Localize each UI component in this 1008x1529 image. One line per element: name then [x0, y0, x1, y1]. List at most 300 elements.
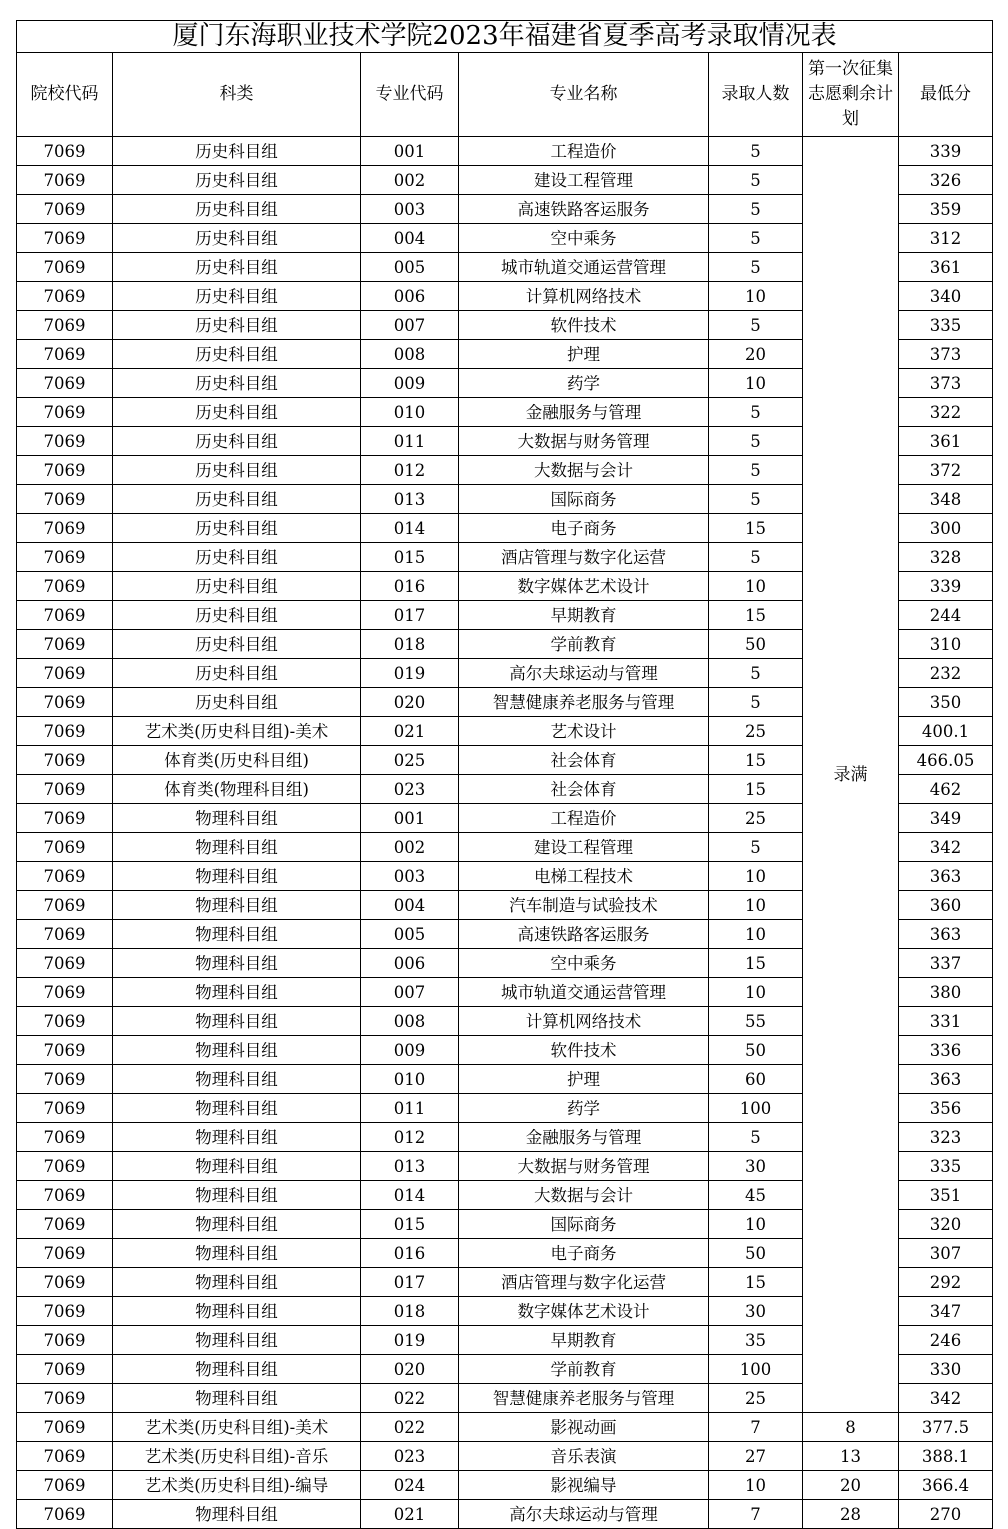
cell-major-code: 019: [361, 659, 459, 688]
cell-school-code: 7069: [17, 1181, 113, 1210]
cell-min-score: 347: [899, 1297, 993, 1326]
cell-min-score: 307: [899, 1239, 993, 1268]
cell-min-score: 339: [899, 572, 993, 601]
cell-min-score: 322: [899, 398, 993, 427]
cell-min-score: 244: [899, 601, 993, 630]
cell-admitted: 5: [709, 311, 803, 340]
cell-admitted: 5: [709, 137, 803, 166]
cell-major-code: 002: [361, 166, 459, 195]
header-row: [17, 53, 993, 137]
cell-school-code: 7069: [17, 804, 113, 833]
cell-school-code: 7069: [17, 369, 113, 398]
cell-school-code: 7069: [17, 1123, 113, 1152]
cell-category: 历史科目组: [113, 688, 361, 717]
cell-school-code: 7069: [17, 456, 113, 485]
cell-min-score: 339: [899, 137, 993, 166]
cell-admitted: 5: [709, 427, 803, 456]
cell-major-code: 006: [361, 949, 459, 978]
cell-school-code: 7069: [17, 1442, 113, 1471]
table-row: [17, 1413, 993, 1442]
cell-min-score: 246: [899, 1326, 993, 1355]
cell-min-score: 380: [899, 978, 993, 1007]
cell-min-score: 328: [899, 543, 993, 572]
cell-major-code: 011: [361, 427, 459, 456]
cell-major-code: 016: [361, 572, 459, 601]
cell-major-name: 学前教育: [459, 630, 709, 659]
cell-major-name: 国际商务: [459, 485, 709, 514]
cell-remaining-plan: 8: [803, 1413, 899, 1442]
cell-admitted: 30: [709, 1297, 803, 1326]
cell-school-code: 7069: [17, 1384, 113, 1413]
cell-category: 历史科目组: [113, 514, 361, 543]
cell-admitted: 10: [709, 1471, 803, 1500]
cell-admitted: 7: [709, 1413, 803, 1442]
cell-major-code: 010: [361, 1065, 459, 1094]
cell-major-code: 020: [361, 688, 459, 717]
cell-major-name: 社会体育: [459, 775, 709, 804]
cell-major-code: 009: [361, 369, 459, 398]
header-category: 科类: [113, 53, 361, 137]
cell-admitted: 10: [709, 282, 803, 311]
cell-major-name: 大数据与财务管理: [459, 427, 709, 456]
cell-major-name: 药学: [459, 369, 709, 398]
cell-major-code: 018: [361, 630, 459, 659]
cell-min-score: 349: [899, 804, 993, 833]
cell-admitted: 27: [709, 1442, 803, 1471]
cell-category: 历史科目组: [113, 398, 361, 427]
cell-min-score: 270: [899, 1500, 993, 1529]
cell-remaining-plan: 28: [803, 1500, 899, 1529]
cell-admitted: 10: [709, 920, 803, 949]
cell-min-score: 330: [899, 1355, 993, 1384]
cell-admitted: 25: [709, 717, 803, 746]
cell-major-code: 023: [361, 775, 459, 804]
cell-remaining-plan: 13: [803, 1442, 899, 1471]
cell-major-code: 003: [361, 862, 459, 891]
cell-min-score: 388.1: [899, 1442, 993, 1471]
cell-major-name: 工程造价: [459, 137, 709, 166]
cell-major-name: 社会体育: [459, 746, 709, 775]
cell-school-code: 7069: [17, 1210, 113, 1239]
table-row: [17, 1471, 993, 1500]
cell-admitted: 25: [709, 1384, 803, 1413]
header-min-score: 最低分: [899, 53, 993, 137]
cell-major-code: 013: [361, 485, 459, 514]
cell-major-code: 021: [361, 1500, 459, 1529]
cell-school-code: 7069: [17, 1065, 113, 1094]
header-major-code: 专业代码: [361, 53, 459, 137]
cell-min-score: 312: [899, 224, 993, 253]
cell-major-name: 大数据与财务管理: [459, 1152, 709, 1181]
cell-major-code: 006: [361, 282, 459, 311]
cell-category: 物理科目组: [113, 1181, 361, 1210]
cell-school-code: 7069: [17, 630, 113, 659]
cell-min-score: 335: [899, 311, 993, 340]
cell-admitted: 50: [709, 630, 803, 659]
cell-admitted: 5: [709, 456, 803, 485]
cell-min-score: 363: [899, 862, 993, 891]
cell-major-name: 影视动画: [459, 1413, 709, 1442]
cell-category: 物理科目组: [113, 1065, 361, 1094]
cell-category: 物理科目组: [113, 1326, 361, 1355]
cell-school-code: 7069: [17, 1326, 113, 1355]
cell-admitted: 5: [709, 659, 803, 688]
cell-major-code: 024: [361, 1471, 459, 1500]
cell-school-code: 7069: [17, 833, 113, 862]
admission-table: [16, 20, 993, 1529]
cell-category: 体育类(历史科目组): [113, 746, 361, 775]
cell-school-code: 7069: [17, 775, 113, 804]
table-title: 厦门东海职业技术学院2023年福建省夏季高考录取情况表: [17, 21, 993, 53]
cell-major-name: 数字媒体艺术设计: [459, 1297, 709, 1326]
cell-major-name: 音乐表演: [459, 1442, 709, 1471]
cell-min-score: 372: [899, 456, 993, 485]
cell-major-name: 酒店管理与数字化运营: [459, 543, 709, 572]
cell-min-score: 342: [899, 1384, 993, 1413]
cell-admitted: 5: [709, 253, 803, 282]
cell-major-code: 020: [361, 1355, 459, 1384]
cell-category: 艺术类(历史科目组)-美术: [113, 1413, 361, 1442]
cell-category: 艺术类(历史科目组)-音乐: [113, 1442, 361, 1471]
cell-school-code: 7069: [17, 1355, 113, 1384]
cell-category: 物理科目组: [113, 862, 361, 891]
cell-category: 物理科目组: [113, 1297, 361, 1326]
cell-category: 物理科目组: [113, 1036, 361, 1065]
cell-category: 物理科目组: [113, 1355, 361, 1384]
cell-major-name: 建设工程管理: [459, 166, 709, 195]
cell-major-name: 高速铁路客运服务: [459, 920, 709, 949]
cell-major-code: 005: [361, 253, 459, 282]
cell-min-score: 342: [899, 833, 993, 862]
cell-major-name: 学前教育: [459, 1355, 709, 1384]
cell-major-name: 护理: [459, 340, 709, 369]
cell-admitted: 5: [709, 688, 803, 717]
cell-major-name: 计算机网络技术: [459, 282, 709, 311]
cell-min-score: 361: [899, 427, 993, 456]
cell-major-code: 007: [361, 311, 459, 340]
cell-min-score: 363: [899, 1065, 993, 1094]
cell-school-code: 7069: [17, 862, 113, 891]
cell-major-name: 早期教育: [459, 601, 709, 630]
cell-admitted: 25: [709, 804, 803, 833]
cell-admitted: 5: [709, 166, 803, 195]
cell-major-code: 002: [361, 833, 459, 862]
cell-min-score: 335: [899, 1152, 993, 1181]
cell-category: 物理科目组: [113, 1268, 361, 1297]
cell-major-code: 007: [361, 978, 459, 1007]
cell-school-code: 7069: [17, 1297, 113, 1326]
cell-admitted: 45: [709, 1181, 803, 1210]
cell-category: 艺术类(历史科目组)-美术: [113, 717, 361, 746]
cell-admitted: 55: [709, 1007, 803, 1036]
cell-major-name: 软件技术: [459, 311, 709, 340]
cell-school-code: 7069: [17, 891, 113, 920]
table-row: [17, 1442, 993, 1471]
cell-major-name: 空中乘务: [459, 224, 709, 253]
cell-remaining-plan: 20: [803, 1471, 899, 1500]
cell-min-score: 310: [899, 630, 993, 659]
cell-major-code: 021: [361, 717, 459, 746]
cell-admitted: 100: [709, 1355, 803, 1384]
cell-major-name: 工程造价: [459, 804, 709, 833]
cell-admitted: 5: [709, 485, 803, 514]
cell-admitted: 5: [709, 195, 803, 224]
table-row: [17, 137, 993, 166]
cell-major-name: 电子商务: [459, 514, 709, 543]
cell-category: 历史科目组: [113, 282, 361, 311]
cell-min-score: 373: [899, 369, 993, 398]
cell-major-code: 003: [361, 195, 459, 224]
cell-major-name: 城市轨道交通运营管理: [459, 978, 709, 1007]
cell-admitted: 15: [709, 1268, 803, 1297]
cell-school-code: 7069: [17, 1007, 113, 1036]
table-body: [17, 137, 993, 1529]
cell-major-code: 008: [361, 1007, 459, 1036]
cell-category: 历史科目组: [113, 166, 361, 195]
cell-min-score: 356: [899, 1094, 993, 1123]
cell-school-code: 7069: [17, 137, 113, 166]
cell-major-name: 城市轨道交通运营管理: [459, 253, 709, 282]
cell-school-code: 7069: [17, 1152, 113, 1181]
cell-admitted: 50: [709, 1239, 803, 1268]
header-school-code: 院校代码: [17, 53, 113, 137]
header-remaining-plan: 第一次征集志愿剩余计划: [803, 53, 899, 137]
cell-admitted: 15: [709, 514, 803, 543]
cell-admitted: 20: [709, 340, 803, 369]
cell-category: 物理科目组: [113, 1094, 361, 1123]
cell-major-code: 022: [361, 1384, 459, 1413]
cell-school-code: 7069: [17, 398, 113, 427]
cell-major-code: 005: [361, 920, 459, 949]
cell-school-code: 7069: [17, 659, 113, 688]
cell-major-name: 智慧健康养老服务与管理: [459, 1384, 709, 1413]
cell-min-score: 326: [899, 166, 993, 195]
cell-school-code: 7069: [17, 195, 113, 224]
cell-school-code: 7069: [17, 1036, 113, 1065]
cell-category: 历史科目组: [113, 543, 361, 572]
cell-category: 历史科目组: [113, 630, 361, 659]
cell-category: 物理科目组: [113, 949, 361, 978]
cell-admitted: 7: [709, 1500, 803, 1529]
cell-major-name: 大数据与会计: [459, 1181, 709, 1210]
cell-major-code: 004: [361, 891, 459, 920]
cell-category: 物理科目组: [113, 1152, 361, 1181]
cell-min-score: 360: [899, 891, 993, 920]
cell-admitted: 10: [709, 572, 803, 601]
cell-min-score: 361: [899, 253, 993, 282]
cell-admitted: 5: [709, 833, 803, 862]
cell-major-name: 金融服务与管理: [459, 1123, 709, 1152]
cell-school-code: 7069: [17, 224, 113, 253]
cell-major-code: 011: [361, 1094, 459, 1123]
cell-min-score: 462: [899, 775, 993, 804]
cell-major-code: 015: [361, 1210, 459, 1239]
header-admitted: 录取人数: [709, 53, 803, 137]
cell-category: 物理科目组: [113, 1007, 361, 1036]
cell-school-code: 7069: [17, 166, 113, 195]
cell-major-name: 数字媒体艺术设计: [459, 572, 709, 601]
cell-category: 历史科目组: [113, 456, 361, 485]
cell-school-code: 7069: [17, 688, 113, 717]
cell-min-score: 337: [899, 949, 993, 978]
cell-school-code: 7069: [17, 1413, 113, 1442]
cell-category: 历史科目组: [113, 253, 361, 282]
cell-major-name: 影视编导: [459, 1471, 709, 1500]
cell-school-code: 7069: [17, 949, 113, 978]
cell-school-code: 7069: [17, 717, 113, 746]
cell-major-code: 001: [361, 804, 459, 833]
cell-school-code: 7069: [17, 340, 113, 369]
cell-school-code: 7069: [17, 514, 113, 543]
cell-min-score: 336: [899, 1036, 993, 1065]
cell-admitted: 30: [709, 1152, 803, 1181]
cell-major-name: 艺术设计: [459, 717, 709, 746]
cell-category: 艺术类(历史科目组)-编导: [113, 1471, 361, 1500]
cell-major-code: 009: [361, 1036, 459, 1065]
cell-major-name: 早期教育: [459, 1326, 709, 1355]
cell-category: 物理科目组: [113, 891, 361, 920]
cell-major-code: 001: [361, 137, 459, 166]
cell-admitted: 15: [709, 949, 803, 978]
cell-school-code: 7069: [17, 253, 113, 282]
cell-school-code: 7069: [17, 282, 113, 311]
cell-admitted: 15: [709, 775, 803, 804]
cell-major-name: 建设工程管理: [459, 833, 709, 862]
cell-school-code: 7069: [17, 427, 113, 456]
cell-major-code: 010: [361, 398, 459, 427]
cell-major-code: 017: [361, 601, 459, 630]
cell-major-code: 015: [361, 543, 459, 572]
cell-major-code: 019: [361, 1326, 459, 1355]
cell-school-code: 7069: [17, 572, 113, 601]
cell-category: 物理科目组: [113, 804, 361, 833]
cell-major-name: 高尔夫球运动与管理: [459, 659, 709, 688]
cell-min-score: 366.4: [899, 1471, 993, 1500]
cell-min-score: 340: [899, 282, 993, 311]
cell-school-code: 7069: [17, 485, 113, 514]
cell-min-score: 466.05: [899, 746, 993, 775]
cell-min-score: 323: [899, 1123, 993, 1152]
cell-category: 历史科目组: [113, 369, 361, 398]
cell-school-code: 7069: [17, 543, 113, 572]
cell-admitted: 5: [709, 224, 803, 253]
cell-admitted: 5: [709, 398, 803, 427]
cell-school-code: 7069: [17, 1471, 113, 1500]
cell-category: 历史科目组: [113, 427, 361, 456]
cell-category: 历史科目组: [113, 224, 361, 253]
cell-category: 物理科目组: [113, 1210, 361, 1239]
cell-school-code: 7069: [17, 920, 113, 949]
cell-category: 历史科目组: [113, 311, 361, 340]
cell-category: 物理科目组: [113, 833, 361, 862]
cell-major-name: 电梯工程技术: [459, 862, 709, 891]
cell-major-name: 高尔夫球运动与管理: [459, 1500, 709, 1529]
cell-major-code: 012: [361, 456, 459, 485]
cell-min-score: 400.1: [899, 717, 993, 746]
cell-major-code: 008: [361, 340, 459, 369]
cell-min-score: 232: [899, 659, 993, 688]
cell-min-score: 300: [899, 514, 993, 543]
cell-admitted: 60: [709, 1065, 803, 1094]
cell-major-code: 022: [361, 1413, 459, 1442]
cell-admitted: 10: [709, 891, 803, 920]
cell-major-name: 空中乘务: [459, 949, 709, 978]
cell-category: 物理科目组: [113, 1500, 361, 1529]
cell-min-score: 363: [899, 920, 993, 949]
cell-category: 物理科目组: [113, 1123, 361, 1152]
cell-major-code: 013: [361, 1152, 459, 1181]
cell-admitted: 15: [709, 601, 803, 630]
cell-min-score: 320: [899, 1210, 993, 1239]
cell-category: 历史科目组: [113, 659, 361, 688]
cell-major-code: 012: [361, 1123, 459, 1152]
cell-category: 物理科目组: [113, 978, 361, 1007]
cell-school-code: 7069: [17, 1268, 113, 1297]
cell-min-score: 359: [899, 195, 993, 224]
cell-category: 历史科目组: [113, 195, 361, 224]
cell-admitted: 50: [709, 1036, 803, 1065]
cell-admitted: 10: [709, 1210, 803, 1239]
cell-category: 历史科目组: [113, 137, 361, 166]
cell-min-score: 373: [899, 340, 993, 369]
cell-min-score: 350: [899, 688, 993, 717]
cell-remaining-plan-merged: 录满: [803, 137, 899, 1413]
cell-category: 物理科目组: [113, 1239, 361, 1268]
cell-school-code: 7069: [17, 746, 113, 775]
header-major-name: 专业名称: [459, 53, 709, 137]
cell-major-code: 025: [361, 746, 459, 775]
cell-major-name: 金融服务与管理: [459, 398, 709, 427]
cell-major-name: 汽车制造与试验技术: [459, 891, 709, 920]
cell-admitted: 100: [709, 1094, 803, 1123]
cell-major-code: 004: [361, 224, 459, 253]
cell-major-code: 014: [361, 514, 459, 543]
cell-major-name: 酒店管理与数字化运营: [459, 1268, 709, 1297]
cell-category: 物理科目组: [113, 920, 361, 949]
cell-category: 体育类(物理科目组): [113, 775, 361, 804]
cell-major-code: 017: [361, 1268, 459, 1297]
cell-min-score: 377.5: [899, 1413, 993, 1442]
cell-school-code: 7069: [17, 311, 113, 340]
cell-school-code: 7069: [17, 978, 113, 1007]
cell-category: 历史科目组: [113, 601, 361, 630]
cell-admitted: 15: [709, 746, 803, 775]
table-row: [17, 1500, 993, 1529]
cell-min-score: 348: [899, 485, 993, 514]
cell-admitted: 35: [709, 1326, 803, 1355]
cell-major-name: 电子商务: [459, 1239, 709, 1268]
cell-min-score: 351: [899, 1181, 993, 1210]
cell-admitted: 5: [709, 1123, 803, 1152]
cell-min-score: 292: [899, 1268, 993, 1297]
cell-school-code: 7069: [17, 1500, 113, 1529]
cell-major-code: 016: [361, 1239, 459, 1268]
cell-admitted: 10: [709, 369, 803, 398]
cell-min-score: 331: [899, 1007, 993, 1036]
cell-admitted: 10: [709, 978, 803, 1007]
cell-major-name: 高速铁路客运服务: [459, 195, 709, 224]
cell-major-code: 023: [361, 1442, 459, 1471]
cell-major-name: 药学: [459, 1094, 709, 1123]
cell-major-name: 计算机网络技术: [459, 1007, 709, 1036]
cell-school-code: 7069: [17, 601, 113, 630]
cell-school-code: 7069: [17, 1094, 113, 1123]
cell-category: 历史科目组: [113, 572, 361, 601]
cell-admitted: 10: [709, 862, 803, 891]
cell-admitted: 5: [709, 543, 803, 572]
cell-major-name: 软件技术: [459, 1036, 709, 1065]
cell-major-code: 014: [361, 1181, 459, 1210]
